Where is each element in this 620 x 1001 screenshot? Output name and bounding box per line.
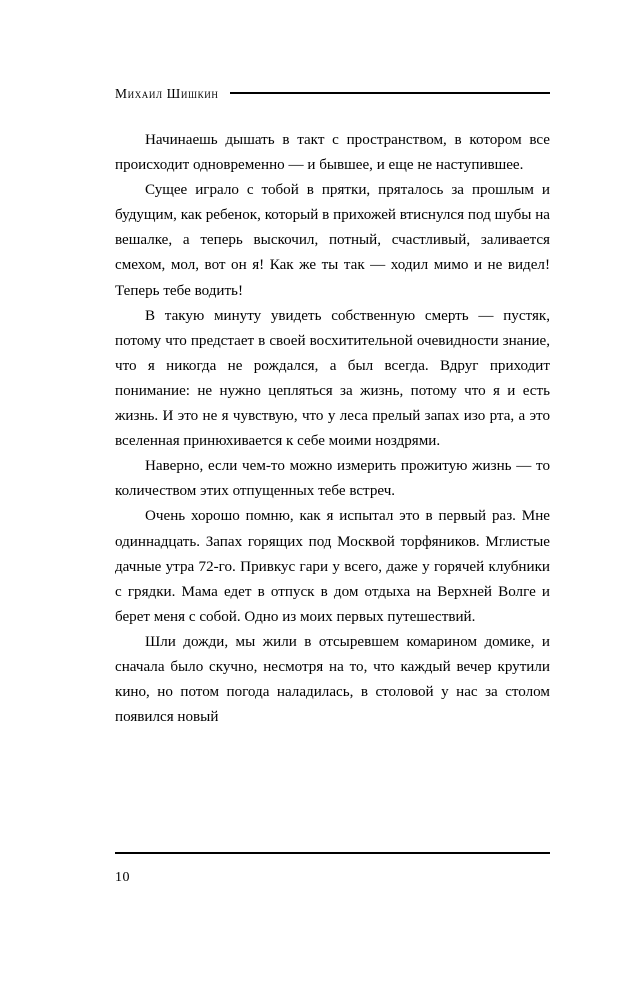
paragraph: Наверно, если чем-то можно измерить прожитую жизнь — то количеством этих отпущенных тебе встреч. — [115, 458, 550, 500]
page-number: 10 — [115, 870, 130, 885]
paragraph: Сущее играло с тобой в прятки, пряталось за прошлым и будущим, как ребенок, который в прихожей втиснулся под шубы на вешалке, а теперь выскочил, потный, счастливый, заливается смехом, мол, вот он я! Как же ты так — ходил мимо и не видел! Теперь тебе водить! — [115, 182, 550, 299]
running-head — [115, 86, 550, 102]
header-divider — [230, 92, 550, 94]
running-head-author: Михаил Шишкин — [115, 86, 219, 101]
paragraph: Шли дожди, мы жили в отсыревшем комарином домике, и сначала было скучно, несмотря на то, что каждый вечер крутили кино, но потом погода наладилась, в столовой у нас за столом появился новый — [115, 633, 550, 726]
paragraph: В такую минуту увидеть собственную смерть — пустяк, потому что предстает в своей восхитительной очевидности знание, что я никогда не рождался, а был всегда. Вдруг приходит понимание: не нужно цепляться за жизнь, потому что я и есть жизнь. И это не я чувствую, что у леса прелый запах изо рта, а это вселенная принюхивается к себе моими ноздрями. — [115, 307, 550, 450]
paragraph: Очень хорошо помню, как я испытал это в первый раз. Мне одиннадцать. Запах горящих под Москвой торфяников. Мглистые дачные утра 72-го. Привкус гари у всего, даже у горячей клубники с грядки. Мама едет в отпуск в дом отдыха на Верхней Волге и берет меня с собой. Одно из моих первых путешествий. — [115, 508, 550, 625]
paragraph: Начинаешь дышать в такт с пространством, в котором все происходит одновременно — и бывшее, и еще не наступившее. — [115, 132, 550, 174]
footer-divider — [115, 852, 550, 854]
page-body — [115, 128, 550, 730]
